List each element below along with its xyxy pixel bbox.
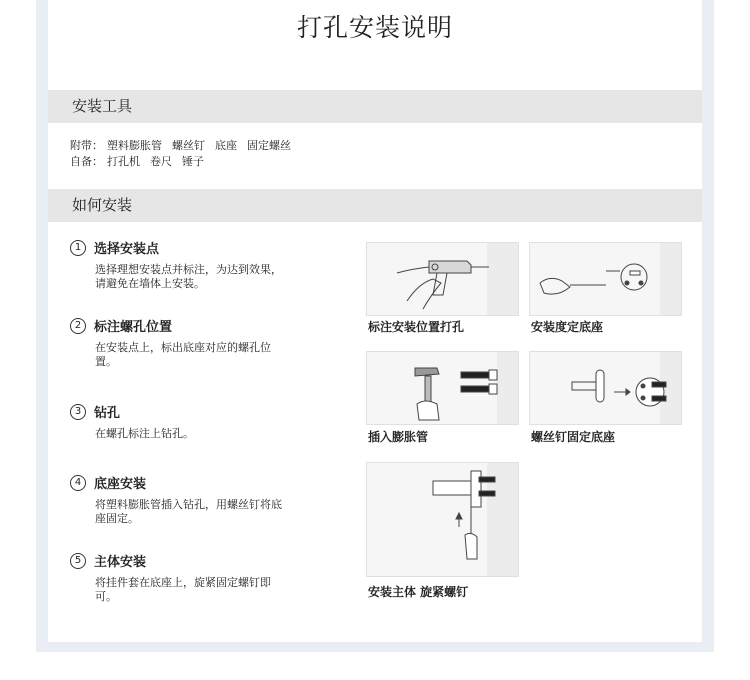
figure-hex-key <box>366 462 519 577</box>
included-label: 附带： <box>70 139 103 152</box>
drill-icon <box>367 243 518 315</box>
step-title: 钻孔 <box>94 406 121 421</box>
step-1 <box>70 238 300 291</box>
step-desc: 在螺孔标注上钻孔。 <box>95 427 194 440</box>
howto-section-header: 如何安装 <box>48 189 702 222</box>
figure-caption: 安装度定底座 <box>531 320 604 334</box>
step-title: 主体安装 <box>94 555 147 570</box>
figure-caption: 插入膨胀管 <box>368 430 429 444</box>
own-item: 打孔机 <box>107 155 140 168</box>
figure-drill <box>366 242 519 316</box>
screwdriver-icon <box>530 243 681 315</box>
step-title: 选择安装点 <box>94 242 160 257</box>
step-number: 1 <box>70 240 86 256</box>
step-5 <box>70 551 300 604</box>
figure-caption: 标注安装位置打孔 <box>368 320 465 334</box>
tools-section-header: 安装工具 <box>48 90 702 123</box>
step-number: 3 <box>70 404 86 420</box>
figure-caption: 安装主体 旋紧螺钉 <box>368 585 469 599</box>
own-tools-line <box>70 154 214 169</box>
included-tools-line <box>70 138 301 153</box>
mount-base-icon <box>530 352 681 424</box>
step-number: 4 <box>70 475 86 491</box>
figure-hammer <box>366 351 519 425</box>
included-item: 螺丝钉 <box>172 139 205 152</box>
included-item: 塑料膨胀管 <box>107 139 162 152</box>
own-label: 自备： <box>70 155 103 168</box>
included-item: 固定螺丝 <box>247 139 291 152</box>
step-number: 2 <box>70 318 86 334</box>
figure-caption: 螺丝钉固定底座 <box>531 430 616 444</box>
hammer-icon <box>367 352 518 424</box>
own-item: 卷尺 <box>150 155 172 168</box>
step-desc: 在安装点上，标出底座对应的螺孔位置。 <box>95 341 271 368</box>
instruction-card <box>48 0 702 642</box>
included-item: 底座 <box>215 139 237 152</box>
step-desc: 选择理想安装点并标注，为达到效果，请避免在墙体上安装。 <box>95 263 282 290</box>
step-4 <box>70 473 300 526</box>
step-number: 5 <box>70 553 86 569</box>
step-3 <box>70 402 300 441</box>
step-title: 底座安装 <box>94 477 147 492</box>
figure-screwdriver <box>529 242 682 316</box>
figure-mount-base <box>529 351 682 425</box>
step-desc: 将塑料膨胀管插入钻孔，用螺丝钉将底座固定。 <box>95 498 282 525</box>
page-title: 打孔安装说明 <box>296 13 453 42</box>
step-title: 标注螺孔位置 <box>94 320 173 335</box>
step-desc: 将挂件套在底座上，旋紧固定螺钉即可。 <box>95 576 271 603</box>
step-2 <box>70 316 300 369</box>
hex-key-icon <box>367 463 518 576</box>
own-item: 锤子 <box>182 155 204 168</box>
